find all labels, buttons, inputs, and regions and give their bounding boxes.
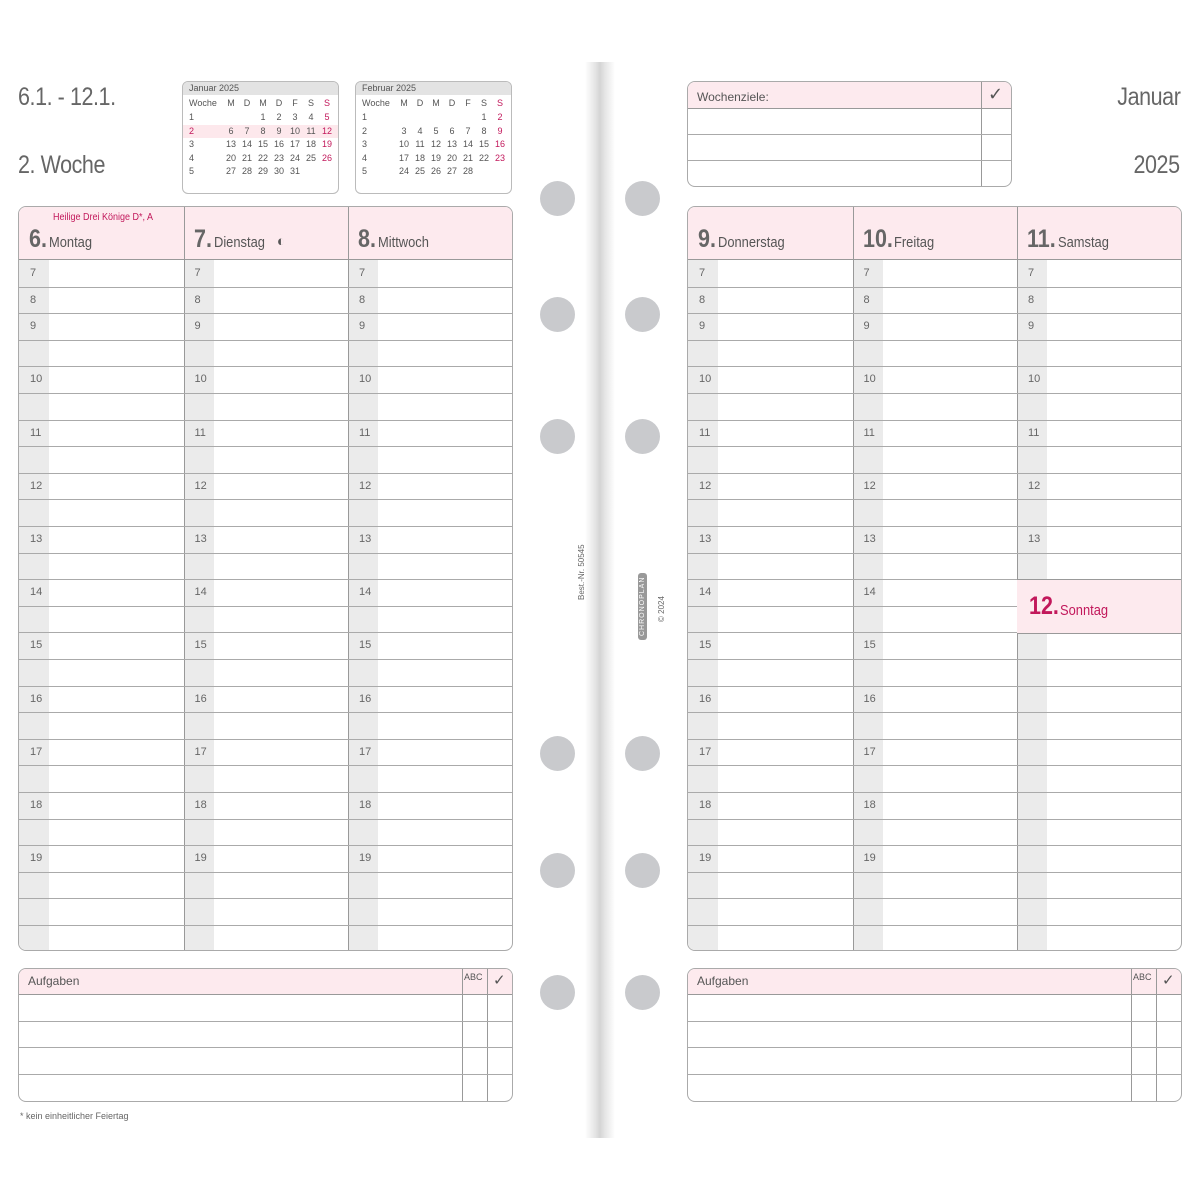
hour-label: 15 [699,639,712,652]
mini-calendar-day: 20 [446,152,457,163]
hour-label: 19 [194,852,207,865]
mini-calendar-day: 4 [308,112,314,122]
hour-label: 14 [359,586,372,599]
mini-calendar-title: Januar 2025 [183,82,338,95]
mini-calendar-day: 9 [497,125,503,136]
hour-label: 15 [30,639,43,652]
mini-calendar-week-number: 5 [362,166,368,176]
mini-calendar-weekday: Woche [189,98,217,108]
time-row-line [688,872,1181,873]
mini-calendar-day: 8 [481,125,487,136]
time-row-line [688,712,1181,713]
tasks-label: Aufgaben [28,974,80,988]
time-row-line [688,340,1181,341]
mini-calendar-week-row [183,111,338,124]
mini-calendar-day: 14 [241,139,252,149]
priority-abc-icon: ABC [464,972,483,982]
hour-label: 7 [699,267,706,279]
mini-calendar-title: Februar 2025 [356,82,511,95]
time-row-line [19,739,512,740]
punch-hole [625,297,660,332]
mini-calendar-day: 6 [449,125,455,136]
mini-calendar-week-number: 2 [189,125,195,136]
mini-calendar-day: 4 [417,125,423,136]
hour-label: 17 [359,745,372,758]
mini-calendar-header [356,97,511,110]
time-row-line [19,579,512,580]
time-row-line [19,287,512,288]
hour-label: 17 [194,745,207,758]
day-number: 6. [29,225,47,253]
mini-calendar-day: 19 [321,139,332,149]
punch-hole [540,297,575,332]
time-row-line [688,393,1181,394]
hour-label: 17 [863,745,876,758]
time-row-line [19,446,512,447]
hour-label: 14 [30,586,43,599]
time-row-line [19,606,512,607]
hour-label: 8 [194,293,201,306]
day-number: 12. [1029,592,1059,621]
hour-label: 11 [863,426,875,439]
mini-calendar-day: 23 [273,152,284,163]
hour-label: 7 [1028,267,1035,279]
mini-calendar-day: 25 [414,166,425,176]
mini-calendar-week-number: 5 [189,166,195,176]
hour-label: 13 [1028,533,1041,545]
mini-calendar-weekday: S [496,98,503,108]
punch-hole [540,181,575,216]
hour-label: 19 [30,852,43,865]
binder-spine [585,62,615,1138]
mini-calendar-weekday: D [416,98,424,108]
mini-calendar-weekday: Woche [362,98,390,108]
day-number: 10. [862,225,893,253]
footnote: * kein einheitlicher Feiertag [20,1111,129,1121]
check-icon: ✓ [988,84,1004,104]
mini-calendar-day: 9 [276,125,282,136]
hour-label: 10 [194,373,207,386]
mini-calendar-day: 25 [305,152,316,163]
mini-calendar-day: 11 [415,139,425,149]
hour-label: 11 [699,426,711,439]
hour-label: 9 [1028,320,1035,333]
mini-calendar-day: 27 [446,166,457,176]
hour-label: 13 [863,533,876,545]
mini-calendar-day: 28 [462,166,473,176]
time-row-line [19,765,512,766]
order-number: Best.-Nr. 50545 [577,544,586,600]
mini-calendar-weekday: D [243,98,251,108]
year-title: 2025 [1133,151,1180,179]
mini-calendar-day: 5 [324,112,330,122]
mini-calendar-day: 6 [228,125,234,136]
mini-calendar-day: 15 [478,139,489,149]
day-number: 7. [193,225,212,253]
punch-hole [625,181,660,216]
check-icon: ✓ [493,972,506,989]
day-panel-left [18,206,513,951]
hour-label: 14 [699,586,712,599]
mini-calendar-weekday: M [400,98,408,108]
time-row-line [688,659,1181,660]
mini-calendar-day: 2 [497,112,503,122]
mini-calendar-week-row [356,152,511,165]
mini-calendar-day: 10 [398,139,409,149]
weekly-goals-box [687,81,1012,187]
hour-label: 11 [1028,426,1040,439]
time-row-line [19,712,512,713]
mini-calendar-weekday: S [323,98,330,108]
time-row-line [19,819,512,820]
mini-calendar-day: 7 [244,125,250,136]
time-row-line [19,393,512,394]
time-row-line [19,420,512,421]
mini-calendar-day: 24 [289,152,300,163]
hour-label: 16 [863,692,876,705]
hour-label: 13 [359,533,372,545]
mini-calendar-weekday: M [259,98,267,108]
time-row-line [19,632,512,633]
copyright: © 2024 [657,596,666,622]
mini-calendar-day: 19 [430,152,441,163]
hour-label: 15 [194,639,207,652]
time-row-line [688,313,1181,314]
hour-label: 9 [359,320,366,333]
time-row-line [688,446,1181,447]
hour-label: 8 [30,293,37,306]
time-row-line [688,898,1181,899]
mini-calendar-week-number: 4 [362,152,368,163]
mini-calendar-day: 13 [225,139,236,149]
holiday-label: Heilige Drei Könige D*, A [53,212,154,223]
punch-hole [540,975,575,1010]
mini-calendar-day: 3 [292,112,298,122]
time-row-line [19,659,512,660]
time-row-line [688,845,1181,846]
mini-calendar-january [182,81,339,194]
mini-calendar-day: 1 [260,112,266,122]
hour-label: 16 [30,692,43,705]
hour-label: 18 [699,799,712,811]
hour-label: 17 [30,745,43,758]
hour-label: 14 [863,586,876,599]
hour-label: 7 [194,267,201,279]
mini-calendar-day: 2 [276,112,282,122]
week-number: 2. Woche [18,151,105,179]
hour-label: 9 [30,320,37,333]
priority-abc-icon: ABC [1133,972,1152,982]
moon-phase-icon: ◐ [276,233,285,250]
mini-calendar-weekday: F [292,98,298,108]
hour-label: 11 [30,426,42,439]
hour-label: 12 [359,479,372,492]
time-row-line [19,553,512,554]
hour-label: 11 [359,426,371,439]
mini-calendar-day: 17 [289,139,300,149]
hour-label: 10 [699,373,712,386]
mini-calendar-weekday: S [480,98,487,108]
hour-label: 18 [30,799,43,811]
hour-label: 9 [194,320,201,333]
mini-calendar-day: 13 [446,139,457,149]
mini-calendar-day: 18 [414,152,425,163]
mini-calendar-day: 14 [462,139,473,149]
day-panel-right [687,206,1182,951]
mini-calendar-day: 27 [225,166,236,176]
hour-label: 8 [359,293,366,306]
day-name: Freitag [893,234,934,251]
hour-label: 10 [359,373,372,386]
hour-label: 9 [863,320,870,333]
hour-label: 13 [194,533,207,545]
hour-label: 7 [30,267,37,279]
time-row-line [19,366,512,367]
hour-label: 7 [359,267,366,279]
day-number: 8. [358,225,376,253]
mini-calendar-weekday: F [465,98,471,108]
day-name: Samstag [1058,234,1109,251]
hour-label: 13 [30,533,43,545]
time-row-line [19,340,512,341]
mini-calendar-week-row [183,125,338,138]
punch-hole [625,853,660,888]
mini-calendar-day: 16 [494,139,505,149]
mini-calendar-day: 12 [430,139,441,149]
mini-calendar-day: 28 [241,166,252,176]
mini-calendar-day: 21 [241,152,252,163]
hour-label: 14 [194,586,207,599]
time-row-line [688,366,1181,367]
mini-calendar-day: 7 [465,125,471,136]
hour-label: 8 [863,293,870,306]
time-row-line [688,553,1181,554]
time-row-line [688,686,1181,687]
mini-calendar-day: 18 [305,139,316,149]
hour-label: 12 [863,479,876,492]
time-row-line [688,739,1181,740]
day-name: Dienstag [213,234,265,251]
hour-label: 19 [359,852,372,865]
hour-label: 7 [863,267,870,279]
mini-calendar-week-row [356,138,511,151]
punch-hole [625,975,660,1010]
punch-hole [540,736,575,771]
tasks-label: Aufgaben [697,974,749,988]
mini-calendar-day: 3 [401,125,407,136]
mini-calendar-day: 21 [462,152,473,163]
day-name: Donnerstag [718,234,785,251]
hour-label: 10 [863,373,876,386]
hour-label: 16 [699,692,712,705]
mini-calendar-weekday: M [432,98,440,108]
mini-calendar-week-row [356,125,511,138]
day-name: Mittwoch [378,234,429,251]
month-title: Januar [1116,83,1180,111]
tasks-box-left [18,968,513,1102]
mini-calendar-day: 29 [257,166,268,176]
time-row-line [19,845,512,846]
mini-calendar-day: 17 [398,152,409,163]
time-row-line [19,686,512,687]
day-name: Sonntag [1060,602,1109,620]
time-row-line [19,526,512,527]
mini-calendar-day: 26 [430,166,441,176]
mini-calendar-day: 11 [306,125,316,136]
day-name: Montag [49,234,93,251]
time-row-line [688,792,1181,793]
mini-calendar-day: 5 [433,125,439,136]
punch-hole [625,419,660,454]
time-row-line [19,313,512,314]
hour-label: 12 [1028,479,1041,492]
mini-calendar-week-row [183,165,338,178]
hour-label: 12 [194,479,207,492]
time-row-line [688,925,1181,926]
mini-calendar-week-number: 3 [362,139,368,149]
mini-calendar-february [355,81,512,194]
time-row-line [19,925,512,926]
time-row-line [19,792,512,793]
hour-label: 19 [699,852,712,865]
day-number: 9. [698,225,716,253]
mini-calendar-day: 31 [289,166,300,176]
mini-calendar-day: 15 [257,139,268,149]
hour-label: 18 [863,799,876,811]
mini-calendar-week-row [356,111,511,124]
mini-calendar-day: 22 [478,152,489,163]
time-row-line [19,898,512,899]
mini-calendar-week-number: 3 [189,139,195,149]
hour-label: 16 [359,692,372,705]
hour-label: 11 [194,426,206,439]
mini-calendar-week-row [183,138,338,151]
hour-label: 13 [699,533,712,545]
mini-calendar-week-number: 2 [362,125,368,136]
mini-calendar-day: 20 [225,152,236,163]
mini-calendar-day: 10 [289,125,300,136]
mini-calendar-header [183,97,338,110]
mini-calendar-day: 8 [260,125,266,136]
mini-calendar-week-number: 4 [189,152,195,163]
week-range: 6.1. - 12.1. [18,83,116,111]
hour-label: 16 [194,692,207,705]
time-row-line [688,287,1181,288]
mini-calendar-day: 23 [494,152,505,163]
time-row-line [688,473,1181,474]
hour-label: 9 [699,320,706,333]
mini-calendar-week-number: 1 [362,112,368,122]
hour-label: 18 [359,799,372,811]
mini-calendar-day: 1 [481,112,487,122]
time-row-line [688,765,1181,766]
hour-label: 10 [30,373,43,386]
time-row-line [19,499,512,500]
time-row-line [688,499,1181,500]
hour-label: 10 [1028,373,1041,386]
hour-label: 15 [359,639,372,652]
mini-calendar-weekday: D [275,98,283,108]
mini-calendar-week-number: 1 [189,112,195,122]
mini-calendar-weekday: M [227,98,235,108]
hour-label: 12 [699,479,712,492]
tasks-box-right [687,968,1182,1102]
mini-calendar-weekday: D [448,98,456,108]
punch-hole [540,853,575,888]
hour-label: 12 [30,479,43,492]
check-icon: ✓ [1162,972,1175,989]
mini-calendar-day: 30 [273,166,284,176]
hour-label: 8 [699,293,706,306]
sunday-header-band [1017,579,1182,634]
hour-label: 17 [699,745,712,758]
time-row-line [19,473,512,474]
mini-calendar-weekday: S [307,98,314,108]
brand-logo: CHRONOPLAN [638,573,647,640]
time-row-line [688,420,1181,421]
hour-label: 19 [863,852,876,865]
time-row-line [688,819,1181,820]
hour-label: 8 [1028,293,1035,306]
mini-calendar-week-row [183,152,338,165]
mini-calendar-day: 22 [257,152,268,163]
mini-calendar-day: 26 [321,152,332,163]
hour-label: 15 [863,639,876,652]
weekly-goals-label: Wochenziele: [697,90,769,104]
mini-calendar-day: 24 [398,166,409,176]
mini-calendar-week-row [356,165,511,178]
time-row-line [688,526,1181,527]
mini-calendar-day: 12 [321,125,332,136]
mini-calendar-day: 16 [273,139,284,149]
hour-label: 18 [194,799,207,811]
punch-hole [540,419,575,454]
punch-hole [625,736,660,771]
day-number: 11. [1027,225,1056,253]
time-row-line [19,872,512,873]
